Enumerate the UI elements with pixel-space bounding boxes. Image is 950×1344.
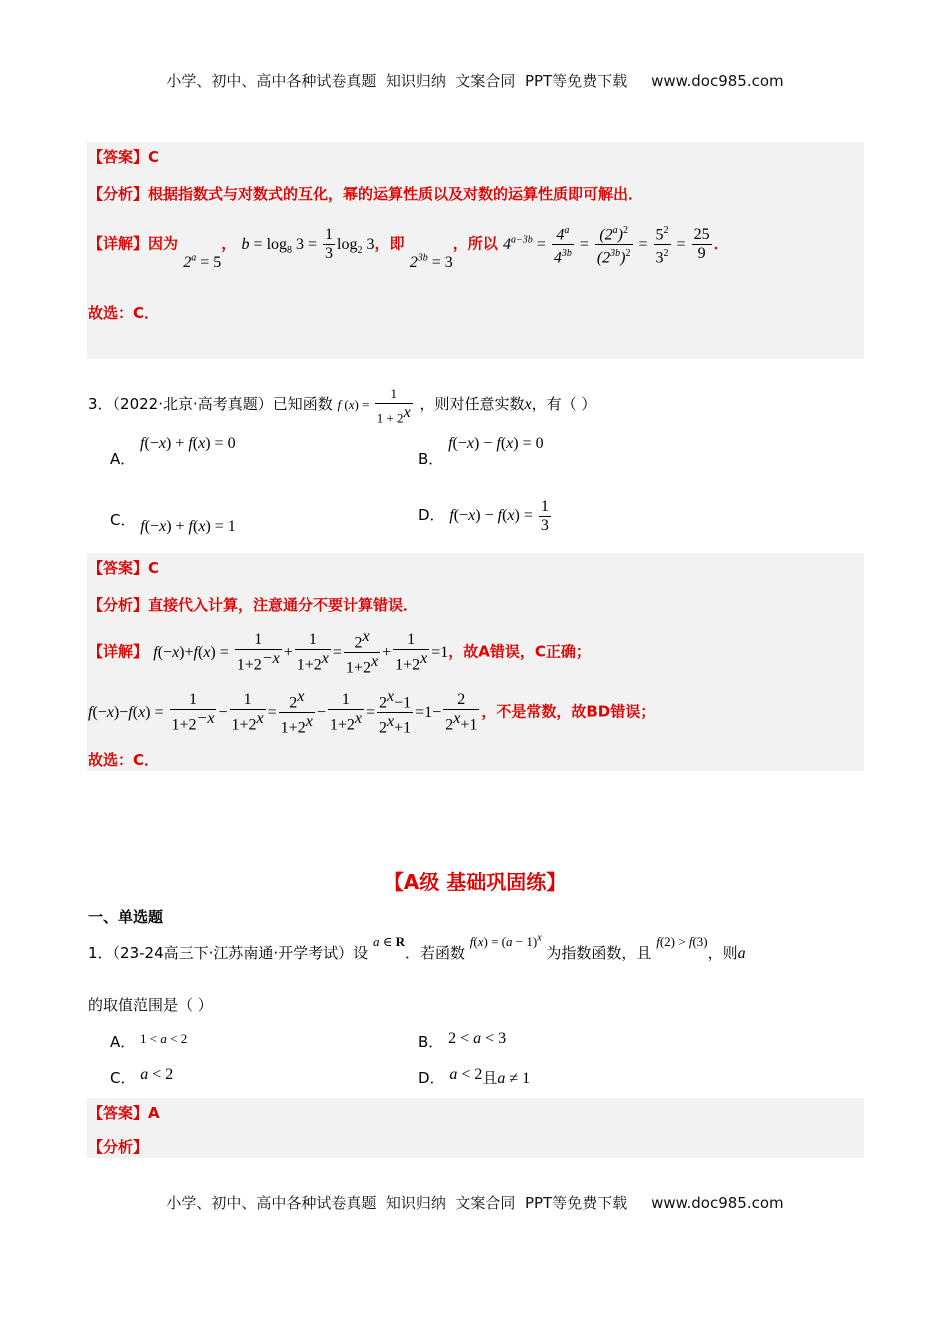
math-sum-calc: f(−x)+f(x) = $\frac{1}{1+2^{-x}}$ + $\frac{1}{1+2^x}$ = $\frac{2^x}{1+2^x}$ + $\frac{1}{1+2^x}$ =1 (153, 628, 449, 677)
math-2a-eq-5: 2$^a$ = 5 (183, 252, 222, 271)
math-fx-def: f (x) = $\frac{1}{1 + 2^x}$ (337, 386, 411, 426)
answer-line-3: 【答案】A (88, 1104, 160, 1122)
analysis-line-2: 【分析】直接代入计算，注意通分不要计算错误． (88, 596, 419, 614)
q1-option-a[interactable]: A． 1 < a < 2 (110, 1031, 188, 1051)
q1-option-c[interactable]: C． a < 2 (110, 1066, 174, 1087)
detail-line-2a: 【详解】 f(−x)+f(x) = $\frac{1}{1+2^{-x}}$ + $\frac{1}{1+2^x}$ = $\frac{2^x}{1+2^x}$ + $\frac{1}{1+2^x}$ =1，故A错误，C正确； (88, 628, 591, 677)
math-b-log: $b = \log_8 3$ = $\frac{1}{3}$ $\log_2 3$ (241, 226, 375, 263)
page-footer: 小学、初中、高中各种试卷真题 知识归纳 文案合同 PPT等免费下载 www.doc985.com (166, 1194, 784, 1212)
q1-option-b[interactable]: B． 2 < a < 3 (418, 1030, 507, 1051)
conclusion-line-2: 故选：C． (88, 751, 160, 769)
detail-line-2b: f(−x)−f(x) = $\frac{1}{1+2^{-x}}$ − $\frac{1}{1+2^x}$ = $\frac{2^x}{1+2^x}$ − $\frac{1}{1+2^x}$ = $\frac{2^x-1}{2^x+1}$ =1− $\frac{2}{2^x+1}$ ，不是常数，故BD错误； (88, 688, 656, 737)
question-1-stem: 1．（23-24高三下·江苏南通·开学考试）设 a ∈ R．若函数 $f(x) = (a - 1)^x$ 为指数函数，且 f(2) > f(3)，则a (88, 932, 746, 962)
section-subtitle: 一、单选题 (88, 908, 164, 926)
math-2-3b-eq-3: $2^{3b} = 3$ (409, 252, 453, 271)
section-title: 【A级 基础巩固练】 (383, 870, 567, 894)
q3-option-b[interactable]: B． f(−x) − f(x) = 0 (418, 435, 544, 468)
q1-option-d[interactable]: D． a < 2且a ≠ 1 (418, 1066, 531, 1087)
analysis-line-1: 【分析】根据指数式与对数式的互化，幂的运算性质以及对数的运算性质即可解出． (88, 185, 644, 203)
answer-line-1: 【答案】C (88, 148, 160, 166)
analysis-line-3: 【分析】 (88, 1138, 149, 1156)
q3-option-d[interactable]: D． f(−x) − f(x) = $\frac{1}{3}$ (418, 498, 549, 534)
solution-panel-3 (87, 1098, 864, 1158)
conclusion-line-1: 故选：C． (88, 304, 160, 322)
detail-line-1: 【详解】因为 2$^a$ = 5， $b = \log_8 3$ = $\frac{1}{3}$ $\log_2 3$，即 $2^{3b} = 3$，所以 $4^{a-3b}$ = $\frac{4^a}{4^{3b}}$ = $\frac{(2^a)^2}{(2^{3b})^2}$ = $\frac{5^2}{3^2}$ = $\frac{25}{9}$ ． (88, 222, 729, 268)
question-3-stem: 3．（2022·北京·高考真题）已知函数 f (x) = $\frac{1}{1 + 2^x}$ ，则对任意实数x，有（ ） (88, 386, 597, 426)
answer-line-2: 【答案】C (88, 559, 160, 577)
q3-option-c[interactable]: C． f(−x) + f(x) = 1 (110, 511, 236, 535)
page-header: 小学、初中、高中各种试卷真题 知识归纳 文案合同 PPT等免费下载 www.doc985.com (166, 72, 784, 90)
math-diff-calc: f(−x)−f(x) = $\frac{1}{1+2^{-x}}$ − $\frac{1}{1+2^x}$ = $\frac{2^x}{1+2^x}$ − $\frac{1}{1+2^x}$ = $\frac{2^x-1}{2^x+1}$ =1− $\frac{2}{2^x+1}$ (88, 688, 478, 737)
q3-option-a[interactable]: A． f(−x) + f(x) = 0 (110, 435, 236, 468)
question-1-stem-line2: 的取值范围是（ ） (88, 996, 213, 1014)
math-4-power-result: $4^{a-3b}$ = $\frac{4^a}{4^{3b}}$ = $\frac{(2^a)^2}{(2^{3b})^2}$ = $\frac{5^2}{3^2}$ = $\frac{25}{9}$ (503, 236, 714, 253)
